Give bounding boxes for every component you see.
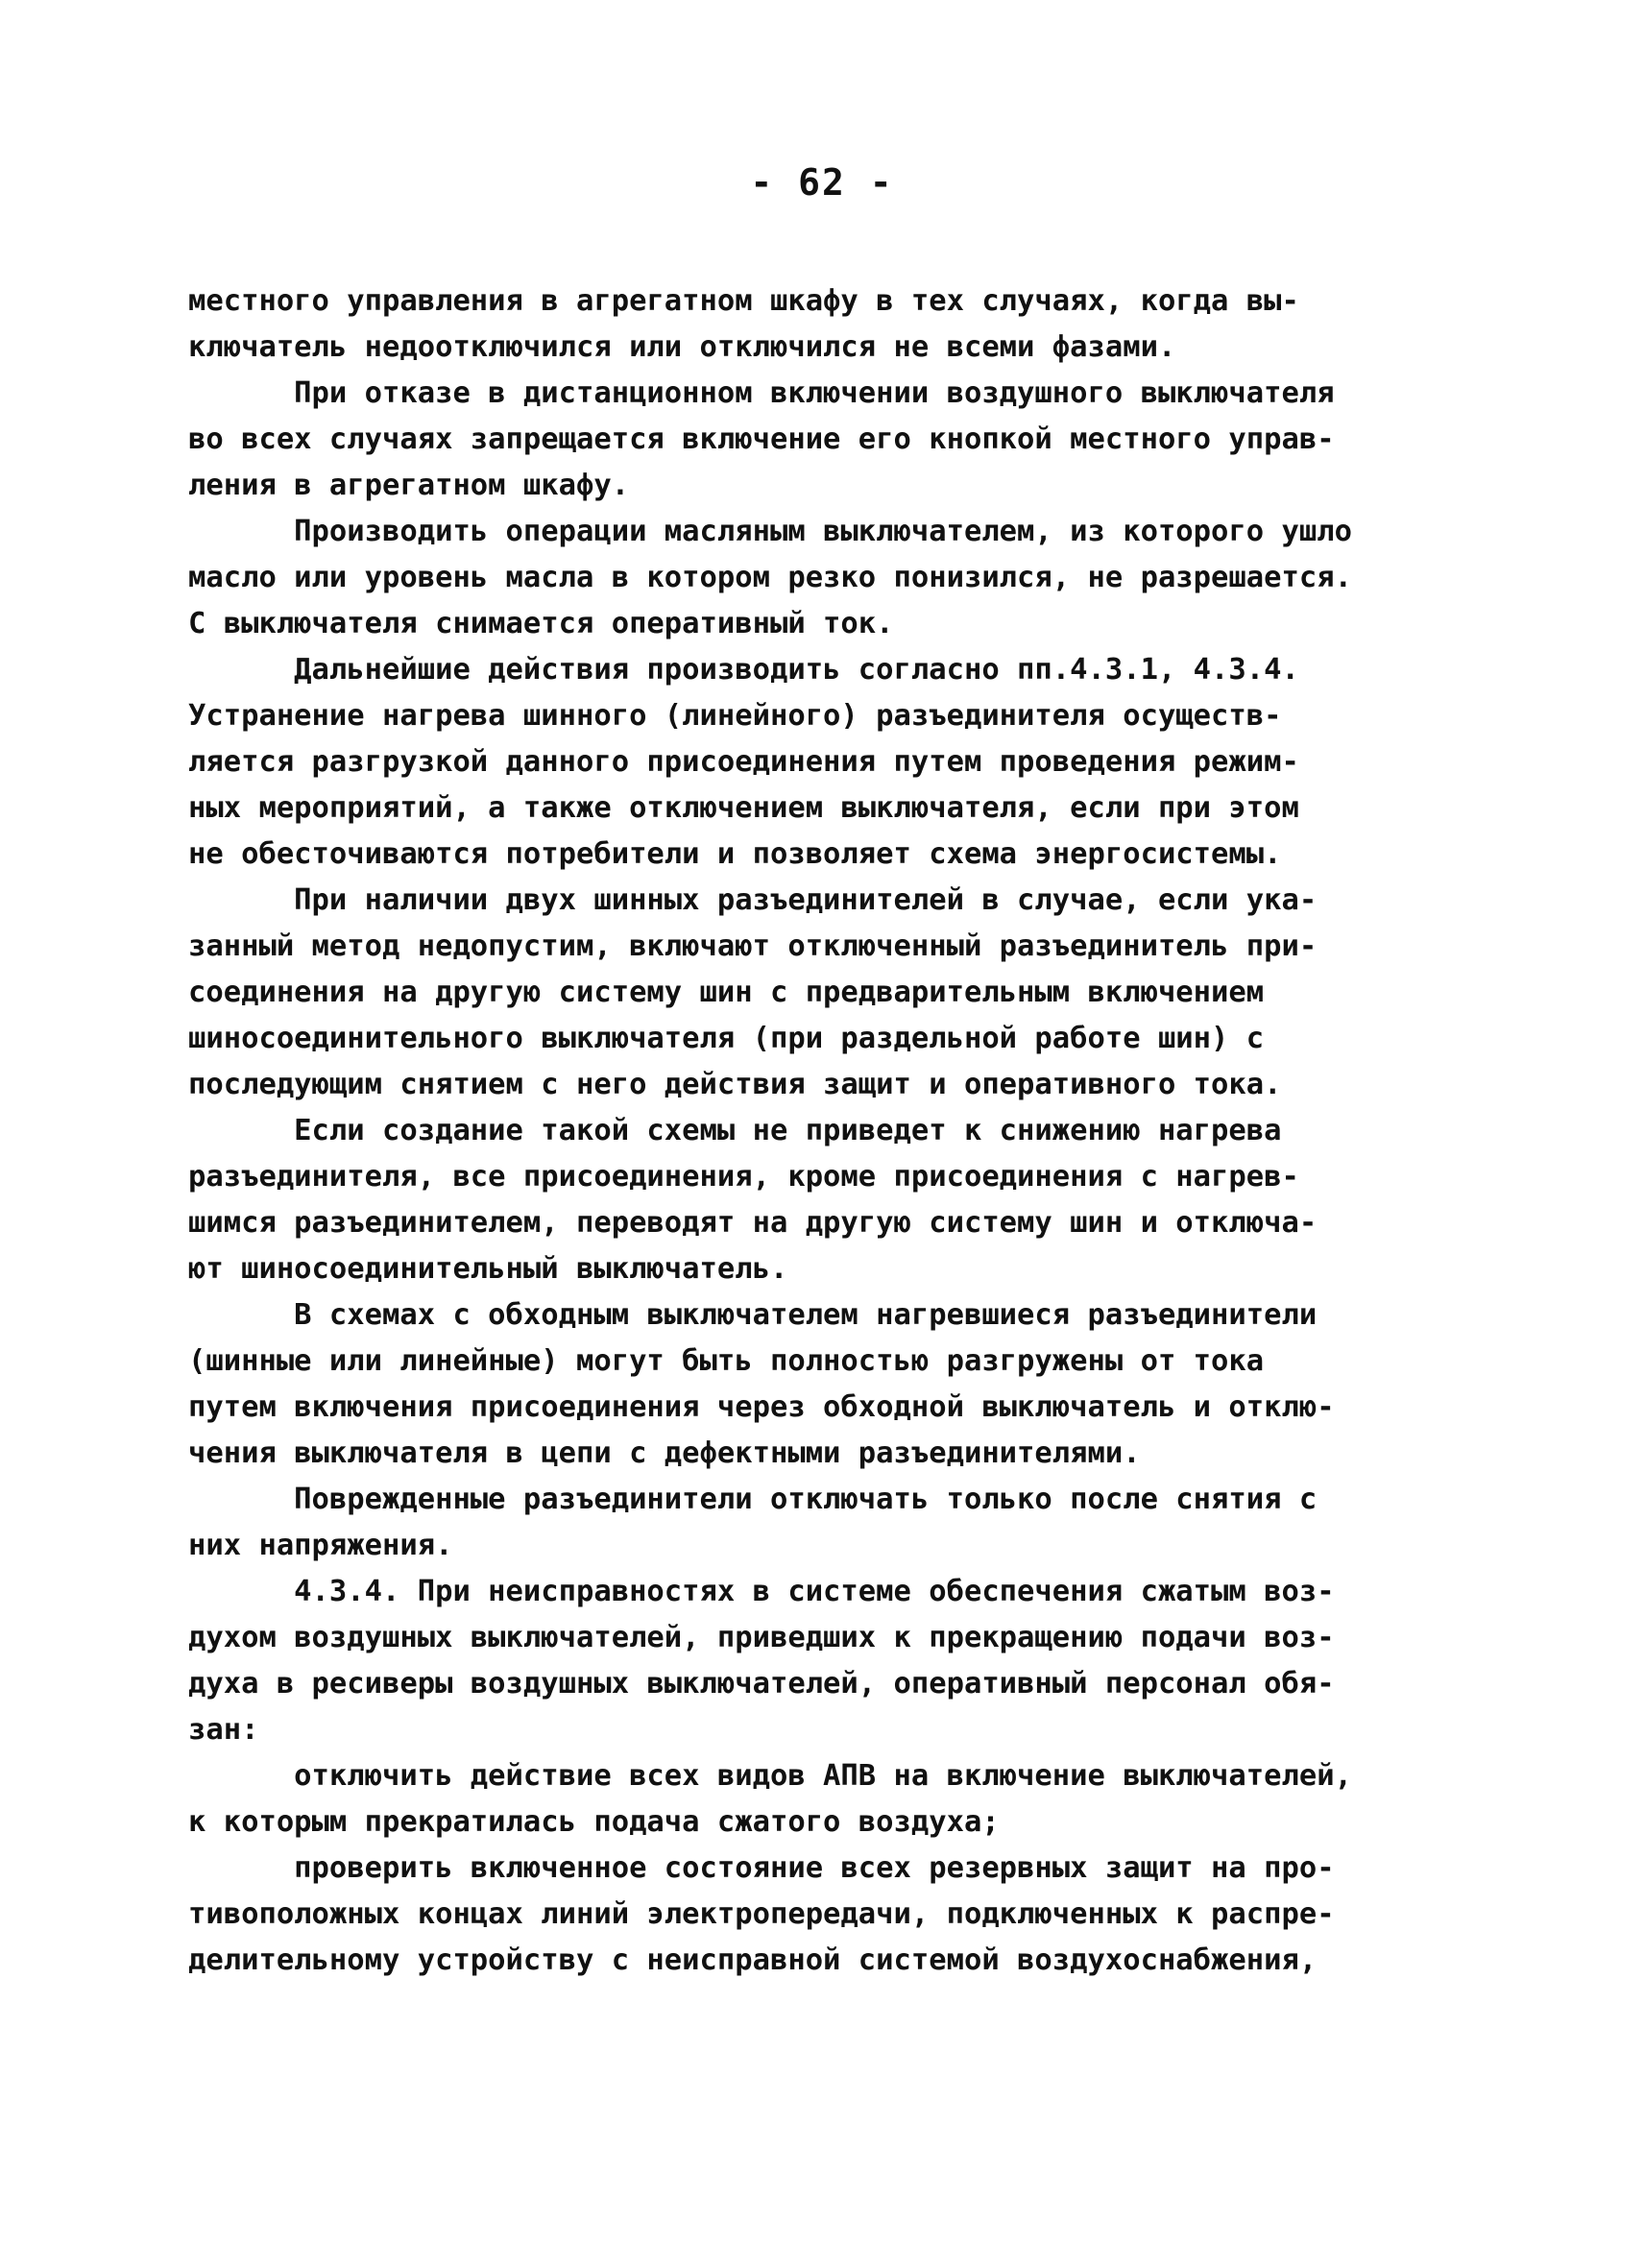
body-text bbox=[188, 278, 1504, 1984]
text-line: При наличии двух шинных разъединителей в случае, если ука- bbox=[188, 883, 1318, 917]
text-line: ляется разгрузкой данного присоединения путем проведения режим- bbox=[188, 745, 1299, 779]
text-line: ключатель недоотключился или отключился не всеми фазами. bbox=[188, 330, 1176, 364]
text-line: В схемах с обходным выключателем нагревшиеся разъединители bbox=[188, 1298, 1318, 1332]
text-line: С выключателя снимается оперативный ток. bbox=[188, 607, 894, 640]
text-line: Поврежденные разъединители отключать только после снятия с bbox=[188, 1483, 1318, 1516]
text-line: местного управления в агрегатном шкафу в тех случаях, когда вы- bbox=[188, 284, 1299, 318]
text-line: ных мероприятий, а также отключением выключателя, если при этом bbox=[188, 791, 1299, 825]
text-line: соединения на другую систему шин с предварительным включением bbox=[188, 976, 1265, 1009]
text-line: Если создание такой схемы не приведет к снижению нагрева bbox=[188, 1114, 1282, 1147]
page-number: - 62 - bbox=[750, 161, 894, 204]
text-line: (шинные или линейные) могут быть полностью разгружены от тока bbox=[188, 1344, 1265, 1378]
text-line: проверить включенное состояние всех резервных защит на про- bbox=[188, 1851, 1335, 1885]
text-line: них напряжения. bbox=[188, 1529, 453, 1562]
text-line: ют шиносоединительный выключатель. bbox=[188, 1252, 788, 1286]
text-line: шиносоединительного выключателя (при раздельной работе шин) с bbox=[188, 1022, 1265, 1055]
text-line: не обесточиваются потребители и позволяет схема энергосистемы. bbox=[188, 837, 1282, 871]
text-line: зан: bbox=[188, 1713, 259, 1747]
text-line: При отказе в дистанционном включении воздушного выключателя bbox=[188, 376, 1335, 410]
text-line: Дальнейшие действия производить согласно пп.4.3.1, 4.3.4. bbox=[188, 653, 1299, 687]
text-line: разъединителя, все присоединения, кроме присоединения с нагрев- bbox=[188, 1160, 1299, 1194]
text-line: Производить операции масляным выключателем, из которого ушло bbox=[188, 515, 1352, 548]
text-line: духа в ресиверы воздушных выключателей, оперативный персонал обя- bbox=[188, 1667, 1335, 1701]
text-line: чения выключателя в цепи с дефектными разъединителями. bbox=[188, 1436, 1141, 1470]
text-line: путем включения присоединения через обходной выключатель и отклю- bbox=[188, 1390, 1335, 1424]
text-line: занный метод недопустим, включают отключенный разъединитель при- bbox=[188, 929, 1318, 963]
text-line: к которым прекратилась подача сжатого воздуха; bbox=[188, 1805, 1000, 1839]
text-line: тивоположных концах линий электропередачи, подключенных к распре- bbox=[188, 1897, 1335, 1931]
text-line: ления в агрегатном шкафу. bbox=[188, 469, 630, 502]
text-line: отключить действие всех видов АПВ на включение выключателей, bbox=[188, 1759, 1352, 1793]
text-line: делительному устройству с неисправной системой воздухоснабжения, bbox=[188, 1943, 1318, 1977]
text-line: во всех случаях запрещается включение его кнопкой местного управ- bbox=[188, 422, 1335, 456]
text-line: масло или уровень масла в котором резко понизился, не разрешается. bbox=[188, 561, 1352, 594]
text-line: Устранение нагрева шинного (линейного) разъединителя осуществ- bbox=[188, 699, 1282, 733]
text-line: духом воздушных выключателей, приведших к прекращению подачи воз- bbox=[188, 1621, 1335, 1654]
text-line: шимся разъединителем, переводят на другую систему шин и отключа- bbox=[188, 1206, 1318, 1240]
text-line: 4.3.4. При неисправностях в системе обеспечения сжатым воз- bbox=[188, 1575, 1335, 1608]
text-line: последующим снятием с него действия защит и оперативного тока. bbox=[188, 1068, 1282, 1101]
